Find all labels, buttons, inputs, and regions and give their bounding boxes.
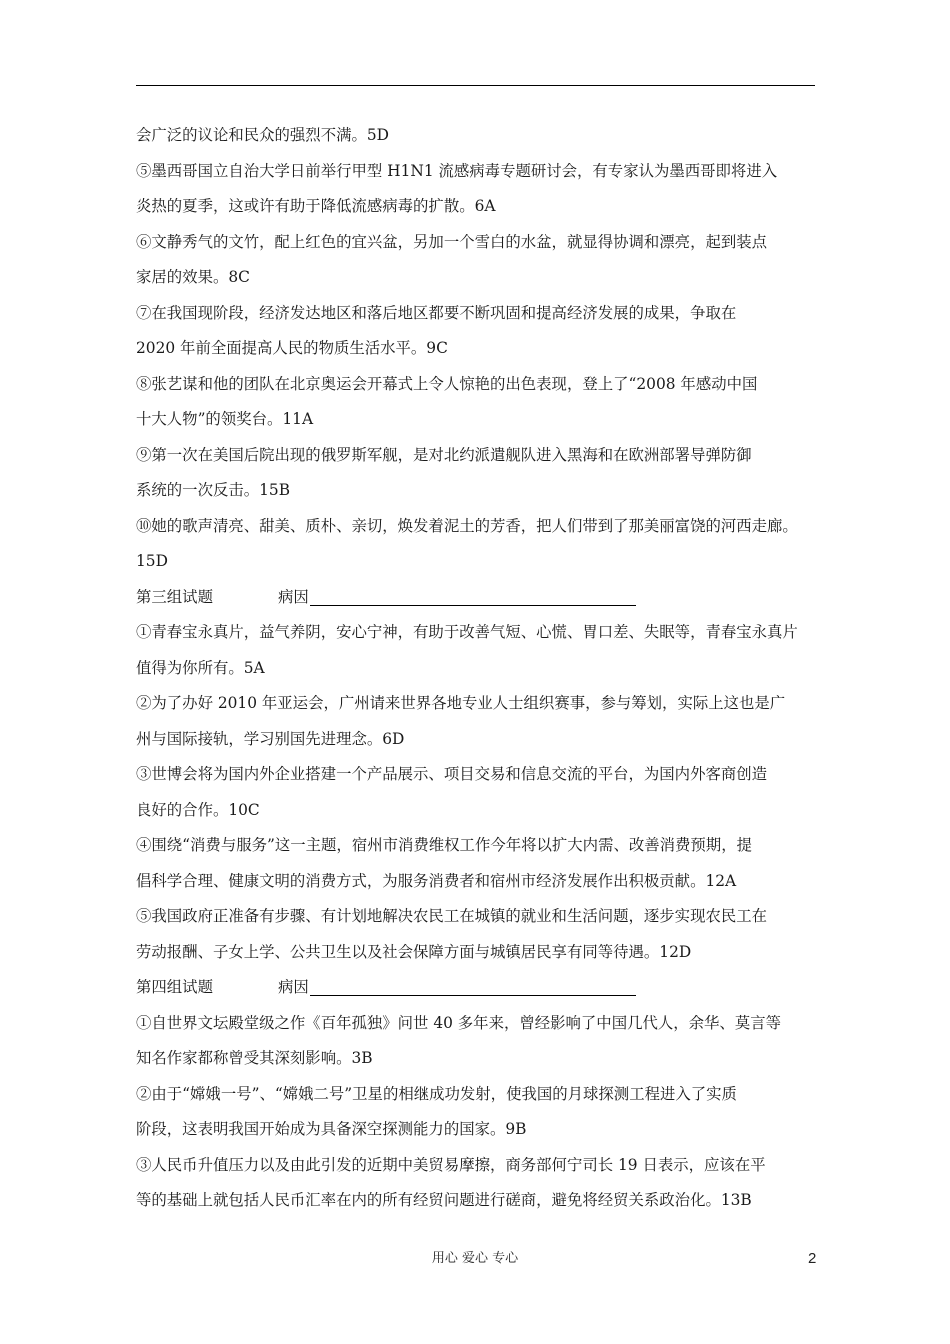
text-line: ③人民币升值压力以及由此引发的近期中美贸易摩擦，商务部何宁司长 19 日表示，应该在平 bbox=[136, 1155, 766, 1174]
text-line: 州与国际接轨，学习别国先进理念。6D bbox=[136, 729, 405, 748]
text-line: ⑤墨西哥国立自治大学日前举行甲型 H1N1 流感病毒专题研讨会，有专家认为墨西哥即将进入 bbox=[136, 161, 778, 180]
text-line: 等的基础上就包括人民币汇率在内的所有经贸问题进行磋商，避免将经贸关系政治化。13B bbox=[136, 1191, 752, 1209]
text-line: ⑧张艺谋和他的团队在北京奥运会开幕式上令人惊艳的出色表现，登上了“2008 年感动中国 bbox=[136, 374, 758, 393]
footer-slogan: 用心 爱心 专心 bbox=[431, 1251, 519, 1266]
text-line: 阶段，这表明我国开始成为具备深空探测能力的国家。9B bbox=[136, 1120, 527, 1138]
section-label: 病因 bbox=[278, 587, 309, 606]
section-heading-fourth bbox=[136, 970, 820, 1006]
text-line: ①自世界文坛殿堂级之作《百年孤独》问世 40 多年来，曾经影响了中国几代人，余华、莫言等 bbox=[136, 1013, 781, 1032]
document-body bbox=[136, 118, 820, 1219]
text-line: 倡科学合理、健康文明的消费方式，为服务消费者和宿州市经济发展作出积极贡献。12A bbox=[136, 871, 737, 890]
section-label: 病因 bbox=[278, 978, 309, 996]
page-footer bbox=[0, 1249, 950, 1269]
page-number: 2 bbox=[808, 1250, 817, 1267]
text-line: ③世博会将为国内外企业搭建一个产品展示、项目交易和信息交流的平台，为国内外客商创造 bbox=[136, 765, 768, 783]
text-line: ⑥文静秀气的文竹，配上红色的宜兴盆，另加一个雪白的水盆，就显得协调和漂亮，起到装点 bbox=[136, 232, 768, 251]
text-line: 值得为你所有。5A bbox=[136, 658, 265, 677]
answer-blank[interactable] bbox=[310, 979, 636, 996]
text-line: 十大人物”的领奖台。11A bbox=[136, 410, 314, 428]
text-line: ②由于“嫦娥一号”、“嫦娥二号”卫星的相继成功发射，使我国的月球探测工程进入了实质 bbox=[136, 1084, 737, 1103]
text-line: 良好的合作。10C bbox=[136, 800, 260, 819]
section-title: 第三组试题 bbox=[136, 587, 213, 606]
header-rule bbox=[136, 85, 815, 86]
text-line: ⑤我国政府正准备有步骤、有计划地解决农民工在城镇的就业和生活问题，逐步实现农民工在 bbox=[136, 907, 768, 925]
text-line: 炎热的夏季，这或许有助于降低流感病毒的扩散。6A bbox=[136, 197, 496, 215]
text-line: ①青春宝永真片，益气养阴，安心宁神，有助于改善气短、心慌、胃口差、失眠等，青春宝永真片 bbox=[136, 623, 798, 641]
text-line: 2020 年前全面提高人民的物质生活水平。9C bbox=[136, 339, 448, 357]
text-line: ⑩她的歌声清亮、甜美、质朴、亲切，焕发着泥土的芳香，把人们带到了那美丽富饶的河西走廊。 bbox=[136, 516, 798, 535]
text-line: ⑨第一次在美国后院出现的俄罗斯军舰，是对北约派遣舰队进入黑海和在欧洲部署导弹防御 bbox=[136, 445, 752, 464]
text-line: 劳动报酬、子女上学、公共卫生以及社会保障方面与城镇居民享有同等待遇。12D bbox=[136, 942, 692, 961]
answer-blank[interactable] bbox=[310, 589, 636, 606]
section-heading-third bbox=[136, 580, 820, 616]
text-line: ④围绕“消费与服务”这一主题，宿州市消费维权工作今年将以扩大内需、改善消费预期，提 bbox=[136, 836, 752, 854]
text-line: 家居的效果。8C bbox=[136, 268, 250, 286]
text-line: 知名作家都称曾受其深刻影响。3B bbox=[136, 1049, 373, 1067]
text-line: ⑦在我国现阶段，经济发达地区和落后地区都要不断巩固和提高经济发展的成果，争取在 bbox=[136, 303, 737, 322]
text-line: ②为了办好 2010 年亚运会，广州请来世界各地专业人士组织赛事，参与筹划，实际上这也是广 bbox=[136, 694, 786, 712]
text-line: 会广泛的议论和民众的强烈不满。5D bbox=[136, 126, 389, 144]
text-line: 15D bbox=[136, 552, 168, 570]
section-title: 第四组试题 bbox=[136, 978, 213, 996]
text-line: 系统的一次反击。15B bbox=[136, 481, 291, 499]
